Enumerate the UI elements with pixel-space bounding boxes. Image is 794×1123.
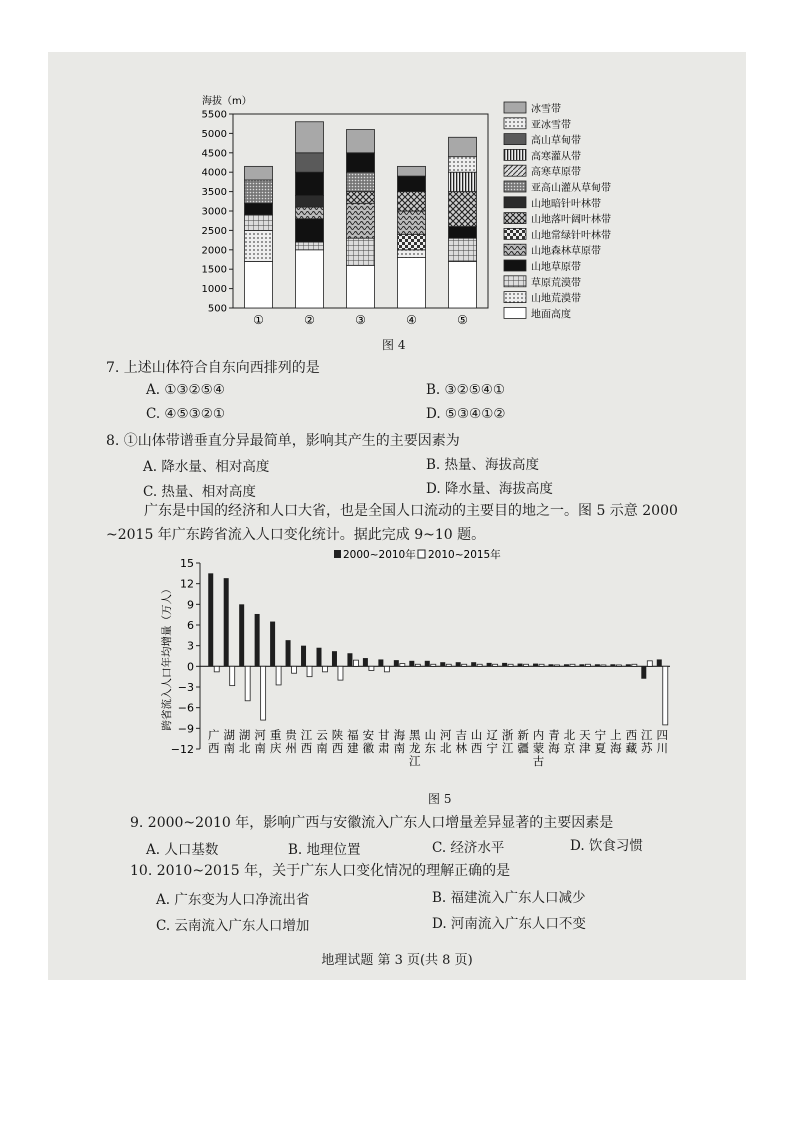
fig5-category-label: 宁 [486,741,498,755]
fig5-y-tick-label: 3 [187,639,194,653]
fig4-bar-segment [449,157,477,173]
fig4-legend-label: 冰雪带 [531,104,561,115]
fig5-bar-2010-2015 [616,665,621,666]
fig4-y-tick-label: 1500 [201,264,227,276]
fig5-category-label: 四 [656,728,669,742]
fig4-legend-label: 草原荒漠带 [531,277,581,289]
fig4-y-tick-label: 5000 [201,128,227,140]
fig5-category-label: 新 [517,728,529,742]
fig5-category-label: 南 [223,741,235,755]
fig4-legend-label: 山地荒漠带 [531,293,581,305]
figure-5-caption: 图 5 [428,792,452,806]
fig4-y-tick-label: 5500 [201,109,227,121]
intro-line-2: ~2015 年广东跨省流入人口变化统计。据此完成 9~10 题。 [106,527,486,543]
fig4-bar-segment [245,180,273,203]
question-7-option-d: D. ⑤③④①② [426,406,506,422]
fig5-category-label: 西 [300,741,313,755]
question-8-option-b: B. 热量、海拔高度 [426,457,540,473]
fig5-legend-swatch [418,550,425,558]
fig5-category-label: 南 [393,741,406,755]
fig4-legend-swatch [504,292,526,303]
fig5-category-label: 苏 [641,741,653,755]
fig5-bar-2010-2015 [384,666,389,672]
exam-page-photo [48,52,746,980]
fig5-bar-2010-2015 [323,666,328,672]
fig5-category-label: 山 [470,728,483,742]
fig4-legend-label: 亚高山灌从草甸带 [531,183,611,194]
question-9-option-c: C. 经济水平 [432,840,505,856]
fig5-bar-2000-2010 [409,661,414,667]
fig5-bar-2010-2015 [400,664,405,667]
fig4-legend-swatch [504,118,526,129]
fig4-bar-segment [398,234,426,250]
fig5-category-label: 河 [439,728,452,742]
fig4-y-tick-label: 3500 [201,187,227,199]
fig4-y-axis-label: 海拔（m） [202,96,252,107]
fig5-category-label: 海 [548,741,560,755]
fig5-category-label: 吉 [455,728,467,742]
fig4-category-label: ④ [406,313,417,327]
question-8-option-a: A. 降水量、相对高度 [143,459,270,475]
figure-4-chart [48,80,746,380]
question-7-option-a: A. ①③②⑤④ [146,382,225,398]
fig5-category-label: 江 [409,754,421,768]
fig4-legend-swatch [504,181,526,192]
fig5-y-tick-label: 6 [187,619,194,632]
fig4-category-label: ③ [355,313,366,327]
figure-4-caption: 图 4 [382,338,406,352]
fig4-legend-label: 地面高度 [531,309,571,321]
fig5-category-label: 内 [532,728,545,742]
question-7-option-c: C. ④⑤③②① [146,406,225,422]
fig5-bar-2010-2015 [508,664,513,666]
fig5-category-label: 古 [532,754,545,768]
fig4-legend-label: 高寒灌从带 [531,151,581,163]
fig5-bar-2010-2015 [446,664,451,666]
fig5-bar-2000-2010 [363,658,368,666]
fig5-bar-2000-2010 [332,651,337,666]
fig5-category-label: 上 [610,728,622,742]
fig4-legend-label: 山地常绿针叶林带 [531,230,611,242]
fig4-bar-segment [296,122,324,153]
fig5-category-label: 重 [269,728,282,742]
fig5-bar-2010-2015 [245,666,250,700]
fig5-category-label: 西 [470,741,483,755]
fig5-bar-2000-2010 [518,664,523,667]
fig4-category-label: ⑤ [457,313,468,327]
fig5-category-label: 江 [641,728,653,742]
fig4-bar-segment [347,130,375,153]
fig4-bar-segment [296,242,324,250]
fig4-legend-label: 山地落叶阔叶林带 [531,214,611,226]
fig5-category-label: 龙 [409,741,421,755]
fig5-bar-2010-2015 [601,665,606,666]
fig5-category-label: 西 [625,728,638,742]
fig5-category-label: 海 [610,741,622,755]
fig5-category-label: 辽 [486,728,498,742]
fig5-category-label: 津 [579,741,591,755]
fig4-bar-segment [245,215,273,231]
fig5-category-label: 北 [439,741,452,755]
question-9-option-a: A. 人口基数 [146,842,219,858]
fig4-legend-swatch [504,228,526,239]
question-8-option-c: C. 热量、相对高度 [143,484,256,500]
fig5-bar-2000-2010 [224,578,229,666]
fig5-bar-2010-2015 [555,665,560,666]
fig4-legend-label: 山地暗针叶林带 [531,198,601,210]
fig5-legend-swatch [334,550,341,558]
fig4-legend-swatch [504,244,526,255]
fig5-bar-2000-2010 [579,664,584,666]
fig4-legend-swatch [504,165,526,176]
fig5-bar-2000-2010 [425,661,430,667]
fig5-y-tick-label: −6 [177,701,194,715]
fig4-legend-swatch [504,197,526,208]
fig5-y-tick-label: −3 [177,681,194,694]
fig4-y-tick-label: 4500 [201,148,227,160]
question-10-option-c: C. 云南流入广东人口增加 [156,918,310,934]
question-7-option-b: B. ③②⑤④① [426,382,506,398]
fig4-y-tick-label: 4000 [201,167,227,179]
fig4-y-tick-label: 2500 [201,225,227,237]
fig5-category-label: 安 [362,728,375,742]
fig5-bar-2010-2015 [276,666,281,685]
fig5-bar-2000-2010 [208,573,213,666]
fig5-bar-2000-2010 [317,648,322,667]
fig4-bar-segment [449,172,477,191]
fig4-bar-segment [245,166,273,180]
fig5-category-label: 北 [563,728,576,742]
question-9-option-d: D. 饮食习惯 [570,838,643,854]
fig5-category-label: 西 [207,741,220,755]
fig5-category-label: 南 [254,741,266,755]
fig4-bar-segment [296,250,324,308]
fig5-bar-2000-2010 [502,663,507,666]
fig5-bar-2000-2010 [641,666,646,678]
fig5-legend-label: 2010~2015年 [428,549,501,561]
fig5-bar-2010-2015 [307,666,312,676]
fig5-category-label: 宁 [594,728,607,742]
fig5-bar-2000-2010 [440,662,445,666]
fig5-bar-2000-2010 [301,646,306,667]
fig4-bar-segment [347,203,375,238]
fig5-category-label: 藏 [625,741,638,755]
fig4-category-label: ① [253,313,264,327]
fig5-bar-2000-2010 [239,604,244,666]
fig5-bar-2000-2010 [626,664,631,666]
fig5-category-label: 北 [238,741,251,755]
fig5-bar-2010-2015 [539,664,544,666]
fig4-legend-swatch [504,307,526,318]
fig5-category-label: 湖 [223,728,235,742]
fig5-category-label: 海 [393,728,406,742]
fig5-category-label: 州 [285,741,297,755]
fig5-bar-2000-2010 [595,664,600,666]
fig5-bar-2000-2010 [270,622,275,667]
fig4-bar-segment [449,227,477,239]
question-9-stem: 9. 2000~2010 年，影响广西与安徽流入广东人口增量差异显著的主要因素是 [130,815,614,831]
fig4-bar-segment [245,230,273,261]
fig5-y-tick-label: 9 [187,598,194,612]
page-footer: 地理试题 第 3 页(共 8 页) [321,953,473,968]
fig5-category-label: 青 [548,728,560,742]
fig5-legend-label: 2000~2010年 [343,549,416,561]
figure-5-chart [158,547,678,777]
fig5-bar-2010-2015 [214,666,219,672]
fig5-bar-2000-2010 [610,664,615,666]
fig5-bar-2010-2015 [230,666,235,685]
fig5-bar-2010-2015 [431,664,436,666]
fig4-legend-swatch [504,276,526,287]
fig4-y-tick-label: 1000 [201,284,227,296]
fig5-y-tick-label: −9 [177,722,194,736]
fig4-category-label: ② [304,313,315,327]
fig5-y-tick-label: 0 [187,660,194,674]
question-8-stem: 8. ①山体带谱垂直分异最简单，影响其产生的主要因素为 [106,433,460,449]
fig4-bar-segment [296,153,324,172]
fig4-bar-segment [245,203,273,215]
fig5-category-label: 疆 [517,741,529,755]
fig4-legend-swatch [504,102,526,113]
question-10-option-a: A. 广东变为人口净流出省 [156,892,310,908]
fig5-bar-2010-2015 [663,666,668,725]
fig4-bar-segment [398,166,426,176]
fig4-legend-swatch [504,134,526,145]
fig5-category-label: 贵 [285,728,297,742]
fig5-bar-2000-2010 [456,662,461,666]
fig5-category-label: 天 [579,728,591,742]
fig5-y-axis-label: 跨省流入人口年均增量（万人） [161,583,173,731]
fig5-bar-2010-2015 [585,664,590,666]
fig5-bar-2000-2010 [549,664,554,666]
fig5-bar-2010-2015 [261,666,266,720]
fig5-category-label: 甘 [378,728,390,742]
fig4-legend-swatch [504,213,526,224]
fig5-category-label: 湖 [238,728,251,742]
fig5-y-tick-label: −12 [170,743,194,756]
fig5-category-label: 夏 [594,741,607,755]
fig4-legend-label: 山地草原带 [531,262,581,273]
fig4-bar-segment [449,261,477,308]
fig4-bar-segment [398,211,426,234]
fig5-bar-2010-2015 [292,666,297,673]
fig5-bar-2000-2010 [286,640,291,666]
fig5-bar-2000-2010 [487,663,492,666]
fig4-bar-segment [347,265,375,308]
fig5-bar-2010-2015 [647,661,652,667]
fig4-bar-segment [296,172,324,195]
fig4-bar-segment [296,219,324,242]
fig5-category-label: 东 [424,741,437,755]
fig5-category-label: 建 [347,741,359,755]
fig5-category-label: 江 [300,728,313,742]
fig4-bar-segment [398,192,426,211]
fig5-category-label: 山 [424,728,437,742]
question-10-stem: 10. 2010~2015 年，关于广东人口变化情况的理解正确的是 [130,863,511,879]
fig5-bar-2000-2010 [657,659,662,666]
fig5-bar-2000-2010 [255,614,260,666]
fig5-category-label: 陕 [331,728,344,742]
fig5-category-label: 江 [501,741,514,755]
question-10-option-d: D. 河南流入广东人口不变 [432,916,586,932]
fig5-bar-2010-2015 [338,666,343,680]
fig5-bar-2000-2010 [533,664,538,667]
fig5-category-label: 西 [331,741,344,755]
fig4-bar-segment [347,192,375,204]
fig5-category-label: 庆 [269,741,282,755]
fig5-bar-2010-2015 [369,666,374,670]
fig5-y-tick-label: 15 [180,557,194,570]
intro-line-1: 广东是中国的经济和人口大省，也是全国人口流动的主要目的地之一。图 5 示意 2000 [144,503,678,519]
fig4-y-tick-label: 500 [207,303,227,315]
fig5-category-label: 肃 [378,741,390,755]
question-10-option-b: B. 福建流入广东人口减少 [432,890,586,906]
fig5-category-label: 黑 [409,728,421,742]
fig5-category-label: 福 [347,728,359,742]
fig4-legend-label: 高山草甸带 [531,135,581,147]
fig4-bar-segment [449,137,477,156]
fig4-bar-segment [398,176,426,192]
fig4-legend-label: 亚冰雪带 [531,119,571,131]
fig5-category-label: 林 [455,741,467,755]
fig5-bar-2010-2015 [524,664,529,666]
question-8-option-d: D. 降水量、海拔高度 [426,481,553,497]
question-9-option-b: B. 地理位置 [288,842,361,858]
fig4-legend-label: 高寒草原带 [531,167,581,179]
fig5-bar-2010-2015 [477,664,482,666]
fig4-bar-segment [347,153,375,172]
fig5-category-label: 南 [316,741,328,755]
fig4-y-tick-label: 3000 [201,206,227,218]
fig5-bar-2000-2010 [394,660,399,666]
fig4-bar-segment [449,238,477,261]
fig4-bar-segment [347,172,375,191]
fig4-bar-segment [296,195,324,207]
fig5-bar-2000-2010 [564,664,569,666]
fig5-category-label: 川 [656,741,669,755]
fig4-y-tick-label: 2000 [201,245,227,257]
question-7-stem: 7. 上述山体符合自东向西排列的是 [106,360,320,376]
fig5-bar-2000-2010 [471,662,476,666]
fig5-bar-2010-2015 [353,660,358,666]
fig4-legend-label: 山地森林草原带 [531,246,601,258]
fig5-category-label: 云 [316,728,328,742]
fig5-bar-2000-2010 [378,659,383,666]
fig5-bar-2010-2015 [632,664,637,666]
fig4-legend-swatch [504,260,526,271]
fig4-legend-swatch [504,149,526,160]
fig5-bar-2010-2015 [493,664,498,666]
fig4-bar-segment [398,250,426,258]
fig5-bar-2010-2015 [570,664,575,666]
fig4-bar-segment [398,258,426,308]
fig5-category-label: 河 [254,728,266,742]
fig5-bar-2010-2015 [462,664,467,666]
fig4-bar-segment [449,192,477,227]
fig5-y-tick-label: 12 [180,577,194,591]
fig5-category-label: 京 [563,741,576,755]
fig5-bar-2000-2010 [347,653,352,666]
fig5-category-label: 蒙 [532,741,545,755]
fig4-bar-segment [347,238,375,265]
fig4-bar-segment [296,207,324,219]
fig4-bar-segment [245,261,273,308]
fig5-bar-2010-2015 [415,664,420,666]
fig5-category-label: 徽 [362,741,375,755]
fig5-category-label: 广 [207,728,220,742]
fig5-category-label: 浙 [501,728,514,742]
